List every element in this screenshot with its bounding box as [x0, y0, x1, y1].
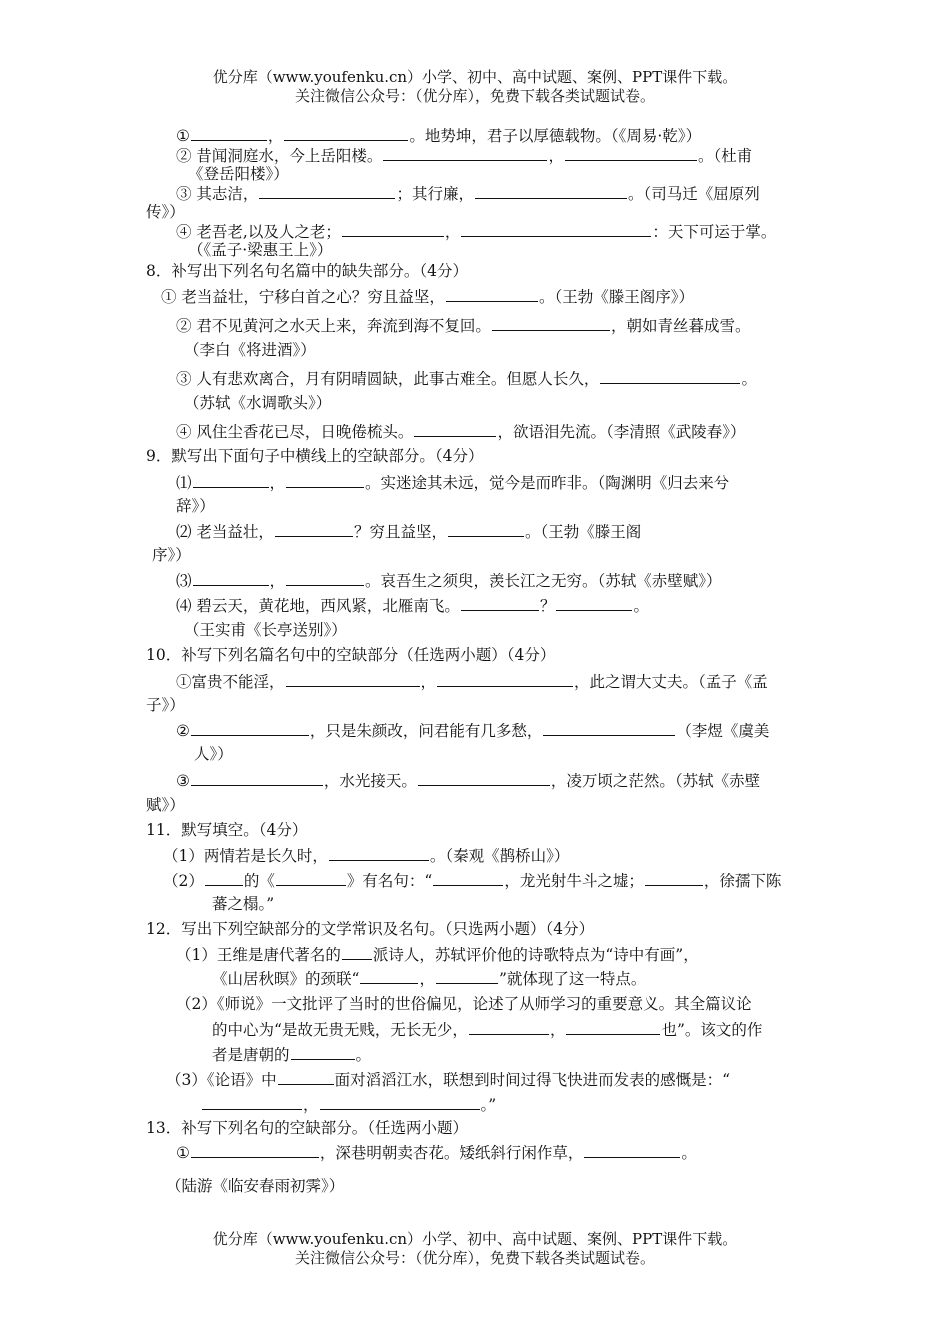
blank[interactable] — [191, 720, 309, 736]
q9-title: 9．默写出下面句子中横线上的空缺部分。（4分） — [146, 447, 484, 465]
blank[interactable] — [342, 944, 372, 960]
q7-line-2: ② 昔闻洞庭水，今上岳阳楼。 ， 。（杜甫 — [176, 147, 753, 165]
blank[interactable] — [584, 1142, 680, 1158]
blank[interactable] — [475, 183, 627, 199]
blank[interactable] — [191, 125, 267, 141]
q9-line-4: 序》） — [152, 546, 191, 564]
blank[interactable] — [193, 472, 269, 488]
q8-line-3: （李白《将进酒》） — [184, 341, 316, 359]
blank[interactable] — [418, 770, 550, 786]
q11-title: 11．默写填空。（4分） — [146, 821, 308, 839]
q12-line-7: ， 。” — [201, 1094, 496, 1115]
q11-line-3: 蕃之榻。” — [212, 895, 275, 913]
q7-line-4: ③ 其志洁， ；其行廉， 。（司马迁《屈原列 — [176, 185, 760, 203]
blank[interactable] — [193, 570, 269, 586]
blank[interactable] — [342, 221, 444, 237]
blank[interactable] — [383, 145, 547, 161]
blank[interactable] — [202, 1094, 302, 1110]
blank[interactable] — [446, 286, 538, 302]
q8-line-2: ② 君不见黄河之水天上来，奔流到海不复回。 ，朝如青丝暮成雪。 — [176, 317, 751, 335]
blank[interactable] — [437, 671, 573, 687]
q8-line-4: ③ 人有悲欢离合，月有阴晴圆缺，此事古难全。但愿人长久， 。 — [176, 370, 757, 388]
blank[interactable] — [291, 1044, 355, 1060]
blank[interactable] — [645, 870, 703, 886]
blank[interactable] — [286, 570, 364, 586]
blank[interactable] — [284, 125, 408, 141]
blank[interactable] — [275, 521, 353, 537]
blank[interactable] — [320, 1094, 480, 1110]
blank[interactable] — [565, 145, 697, 161]
blank[interactable] — [461, 221, 651, 237]
blank[interactable] — [360, 968, 418, 984]
q10-line-1: ①富贵不能淫， ， ，此之谓大丈夫。（孟子《孟 — [176, 673, 768, 691]
q11-line-2: （2） 的《 》有名句：“ ，龙光射牛斗之墟； ，徐孺下陈 — [163, 872, 782, 890]
blank[interactable] — [191, 770, 323, 786]
q13-line-2: （陆游《临安春雨初霁》） — [166, 1177, 345, 1195]
q9-line-2: 辞》） — [176, 497, 215, 515]
q8-line-1: ① 老当益壮，宁移白首之心？穷且益坚， 。（王勃《滕王阁序》） — [161, 288, 694, 306]
blank[interactable] — [278, 1069, 334, 1085]
blank[interactable] — [543, 720, 675, 736]
blank[interactable] — [566, 1019, 660, 1035]
q12-line-4: 的中心为“是故无贵无贱，无长无少， ， 也”。该文的作 — [212, 1021, 763, 1039]
q12-line-1: （1）王维是唐代著名的 派诗人，苏轼评价他的诗歌特点为“诗中有画”， — [176, 946, 699, 964]
blank[interactable] — [600, 368, 740, 384]
q7-line-3: 《登岳阳楼》） — [188, 165, 289, 183]
q9-line-6: ⑷ 碧云天，黄花地，西风紧，北雁南飞。 ？ 。 — [176, 597, 649, 615]
blank[interactable] — [329, 845, 429, 861]
q10-line-6: 赋》） — [146, 796, 185, 814]
q10-line-5: ③ ，水光接天。 ，凌万顷之茫然。（苏轼《赤壁 — [176, 772, 761, 790]
q12-title: 12．写出下列空缺部分的文学常识及名句。（只选两小题）（4分） — [146, 920, 595, 938]
q10-line-4: 人》） — [194, 745, 233, 763]
q9-line-1: ⑴ ， 。实迷途其未远，觉今是而昨非。（陶渊明《归去来兮 — [176, 474, 730, 492]
q13-line-1: ① ，深巷明朝卖杏花。矮纸斜行闲作草， 。 — [176, 1144, 697, 1162]
q12-line-6: （3）《论语》中 面对滔滔江水，联想到时间过得飞快进而发表的感慨是：“ — [166, 1071, 731, 1089]
q12-line-5: 者是唐朝的 。 — [212, 1046, 372, 1064]
blank[interactable] — [469, 1019, 549, 1035]
q10-line-3: ② ，只是朱颜改，问君能有几多愁， （李煜《虞美 — [176, 722, 770, 740]
blank[interactable] — [448, 521, 524, 537]
header-line-1: 优分库（www.youfenku.cn）小学、初中、高中试题、案例、PPT课件下载。 — [212, 68, 738, 86]
footer-line-1: 优分库（www.youfenku.cn）小学、初中、高中试题、案例、PPT课件下载。 — [212, 1230, 738, 1248]
q12-line-2: 《山居秋暝》的颈联“ ， ”就体现了这一特点。 — [212, 970, 647, 988]
q7-line-1: ① ， 。地势坤，君子以厚德载物。（《周易·乾》） — [176, 127, 702, 145]
blank[interactable] — [286, 472, 364, 488]
q8-line-5: （苏轼《水调歌头》） — [184, 394, 332, 412]
footer-line-2: 关注微信公众号：（优分库），免费下载各类试题试卷。 — [294, 1249, 655, 1267]
blank[interactable] — [492, 315, 610, 331]
q9-line-5: ⑶ ， 。哀吾生之须臾，羡长江之无穷。（苏轼《赤壁赋》） — [176, 572, 722, 590]
blank[interactable] — [461, 595, 539, 611]
blank[interactable] — [556, 595, 632, 611]
q7-line-6: ④ 老吾老,以及人之老； ， ：天下可运于掌。 — [176, 223, 777, 241]
q11-line-1: （1）两情若是长久时， 。（秦观《鹊桥山》） — [163, 847, 570, 865]
blank[interactable] — [259, 183, 395, 199]
blank[interactable] — [191, 1142, 319, 1158]
q7-line-5: 传》） — [146, 203, 185, 221]
blank[interactable] — [433, 870, 503, 886]
q13-title: 13．补写下列名句的空缺部分。（任选两小题） — [146, 1119, 468, 1137]
blank[interactable] — [205, 870, 243, 886]
q10-title: 10．补写下列名篇名句中的空缺部分（任选两小题）（4分） — [146, 646, 556, 664]
header-line-2: 关注微信公众号：（优分库），免费下载各类试题试卷。 — [294, 87, 655, 105]
q7-line-7: （《孟子·梁惠王上》） — [188, 241, 333, 259]
q8-title: 8．补写出下列名句名篇中的缺失部分。（4分） — [146, 262, 468, 280]
blank[interactable] — [436, 968, 498, 984]
q9-line-3: ⑵ 老当益壮， ？穷且益坚， 。（王勃《滕王阁 — [176, 523, 642, 541]
q10-line-2: 子》） — [146, 696, 185, 714]
blank[interactable] — [414, 421, 496, 437]
q8-line-6: ④ 风住尘香花已尽，日晚倦梳头。 ，欲语泪先流。（李清照《武陵春》） — [176, 423, 746, 441]
blank[interactable] — [286, 671, 420, 687]
q9-line-7: （王实甫《长亭送别》） — [184, 621, 347, 639]
blank[interactable] — [276, 870, 346, 886]
q12-line-3: （2）《师说》一文批评了当时的世俗偏见，论述了从师学习的重要意义。其全篇议论 — [176, 995, 752, 1013]
